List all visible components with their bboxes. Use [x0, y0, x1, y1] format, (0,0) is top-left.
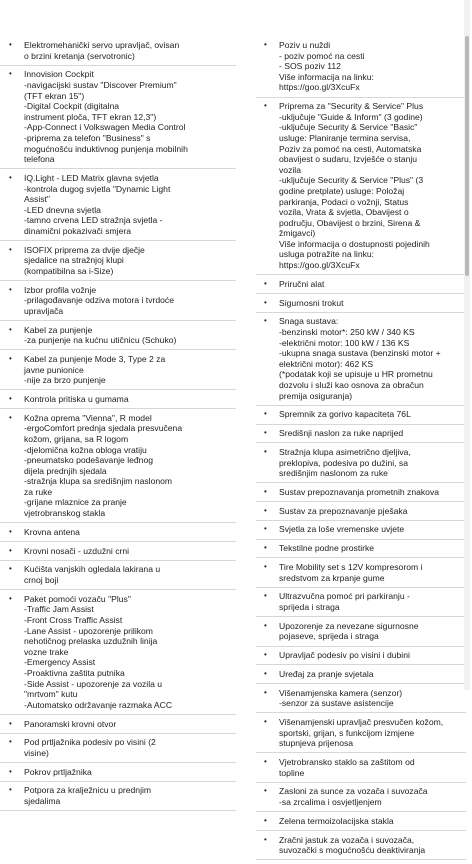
- feature-item: [256, 506, 466, 521]
- feature-detail-line: -LED dnevna svjetla: [24, 204, 101, 215]
- feature-detail-line: stupnjeva prijenosa: [279, 738, 354, 749]
- bullet-icon: •: [264, 620, 267, 630]
- feature-detail-line: vozne trake: [24, 646, 69, 657]
- feature-item: [256, 650, 466, 665]
- feature-title: Upravljač podesiv po visini i dubini: [279, 650, 410, 661]
- bullet-icon: •: [9, 785, 12, 795]
- feature-item: [0, 69, 236, 169]
- feature-detail-line: -za punjenje na kućnu utičnicu (Schuko): [24, 335, 177, 346]
- feature-detail-line: -pneumatsko podešavanje leđnog: [24, 455, 153, 466]
- feature-detail-line: premija osiguranja): [279, 390, 353, 401]
- feature-detail-line: o brzini kretanja (servotronic): [24, 50, 135, 61]
- feature-title: Kožna oprema "Vienna", R model: [24, 412, 152, 423]
- feature-item: [256, 101, 466, 275]
- feature-detail-line: dozvolu i služi kao osnova za obračun: [279, 379, 424, 390]
- bullet-icon: •: [9, 172, 12, 182]
- feature-detail-line: vjetrobranskog stakla: [24, 508, 106, 519]
- bullet-icon: •: [9, 393, 12, 403]
- feature-title: Uređaj za pranje svjetala: [279, 668, 374, 679]
- feature-detail-line: -tamno crvena LED stražnja svjetla -: [24, 215, 163, 226]
- bullet-icon: •: [9, 244, 12, 254]
- feature-title: Kabel za punjenje Mode 3, Type 2 za: [24, 353, 166, 364]
- feature-detail-line: -benzinski motor*: 250 kW / 340 KS: [279, 327, 415, 337]
- feature-detail-line: upravljača: [24, 305, 64, 316]
- feature-item: [256, 298, 466, 313]
- feature-detail-line: javne punionice: [24, 364, 84, 375]
- bullet-icon: •: [264, 815, 267, 825]
- feature-title: Sigurnosni trokut: [279, 297, 344, 308]
- feature-item: [256, 786, 466, 812]
- bullet-icon: •: [264, 40, 267, 49]
- bullet-icon: •: [264, 650, 267, 660]
- feature-title: Vjetrobransko staklo sa zaštitom od: [279, 757, 415, 768]
- feature-detail-line: -Digital Cockpit (digitalna: [24, 101, 120, 112]
- feature-title: Poziv u nuždi: [279, 40, 331, 50]
- feature-title: Innovision Cockpit: [24, 69, 94, 80]
- feature-item: [256, 621, 466, 647]
- feature-detail-line: "mrtvom" kutu: [24, 689, 78, 700]
- feature-detail-line: -senzor za sustave asistencije: [279, 698, 394, 709]
- bullet-icon: •: [264, 524, 267, 534]
- bullet-icon: •: [264, 757, 267, 767]
- feature-detail-line: električni motor): 462 KS: [279, 358, 374, 369]
- feature-detail-line: mogućnošću induktivnog punjenja mobilnih: [24, 143, 188, 154]
- left-feature-column: [0, 40, 236, 815]
- feature-detail-line: dijela prednjih sjedala: [24, 465, 107, 476]
- feature-title: Elektromehanički servo upravljač, ovisan: [24, 40, 180, 50]
- feature-item: [256, 757, 466, 783]
- bullet-icon: •: [9, 353, 12, 363]
- bullet-icon: •: [264, 717, 267, 727]
- bullet-icon: •: [264, 834, 267, 844]
- feature-detail-line: Poziv za pomoć na cesti, Automatska: [279, 143, 422, 154]
- feature-title: Izbor profila vožnje: [24, 284, 97, 295]
- feature-detail-line: topline: [279, 767, 305, 778]
- feature-detail-line: -stražnja klupa sa središnjim naslonom: [24, 476, 173, 487]
- feature-title: Panoramski krovni otvor: [24, 718, 117, 729]
- feature-detail-line: https://goo.gl/3XcuFx: [279, 260, 360, 271]
- bullet-icon: •: [9, 324, 12, 334]
- bullet-icon: •: [264, 316, 267, 326]
- feature-title: Pokrov prtljažnika: [24, 766, 92, 777]
- feature-detail-line: žmigavci): [279, 228, 316, 239]
- feature-detail-line: vozila, Vrata & svjetla, Obavijest o: [279, 207, 409, 218]
- feature-detail-line: -Traffic Jam Assist: [24, 604, 94, 615]
- feature-item: [256, 835, 466, 861]
- feature-item: [0, 767, 236, 782]
- feature-title: Zelena termoizolacijska stakla: [279, 815, 394, 826]
- feature-item: [256, 543, 466, 558]
- feature-item: [256, 591, 466, 617]
- feature-title: Paket pomoći vozaču "Plus": [24, 593, 131, 604]
- bullet-icon: •: [264, 505, 267, 515]
- feature-item: [0, 40, 236, 66]
- feature-title: Višenamjenska kamera (senzor): [279, 687, 403, 698]
- feature-detail-line: -Proaktivna zaštita putnika: [24, 667, 125, 678]
- bullet-icon: •: [9, 526, 12, 536]
- feature-detail-line: -uključuje "Guide & Inform" (3 godine): [279, 111, 423, 122]
- bullet-icon: •: [9, 40, 12, 49]
- feature-detail-line: dinamični pokazivači smjera: [24, 225, 131, 236]
- feature-title: Središnji naslon za ruke naprijed: [279, 428, 404, 439]
- feature-detail-line: https://goo.gl/3XcuFx: [279, 82, 360, 93]
- bullet-icon: •: [9, 69, 12, 79]
- feature-item: [256, 428, 466, 443]
- feature-title: Upozorenje za nevezane sigurnosne: [279, 620, 419, 631]
- feature-detail-line: -ergoComfort prednja sjedala presvučena: [24, 423, 183, 434]
- feature-detail-line: obavijest o sudaru, Izvješće o stanju: [279, 154, 418, 165]
- feature-title: Stražnja klupa asimetrično djeljiva,: [279, 446, 411, 457]
- feature-item: [0, 737, 236, 763]
- feature-detail-line: - poziv pomoć na cesti: [279, 50, 365, 61]
- feature-title: Krovna antena: [24, 526, 80, 537]
- right-feature-column: [256, 40, 466, 864]
- feature-item: [0, 564, 236, 590]
- feature-title: IQ.Light - LED Matrix glavna svjetla: [24, 172, 159, 183]
- feature-title: Kabel za punjenje: [24, 324, 93, 335]
- feature-detail-line: -kontrola dugog svjetla "Dynamic Light: [24, 183, 171, 194]
- feature-title: Zasloni za sunce za vozača i suvozača: [279, 786, 428, 797]
- feature-item: [0, 719, 236, 734]
- feature-detail-line: (kompatibilna sa i-Size): [24, 265, 114, 276]
- feature-detail-line: preklopiva, podesiva po dužini, sa: [279, 457, 408, 468]
- bullet-icon: •: [264, 687, 267, 697]
- feature-title: Tekstilne podne prostirke: [279, 543, 375, 554]
- feature-title: Potpora za kralježnicu u prednjim: [24, 785, 152, 796]
- bullet-icon: •: [9, 593, 12, 603]
- feature-detail-line: (TFT ekran 15"): [24, 90, 85, 101]
- feature-title: Svjetla za loše vremenske uvjete: [279, 524, 405, 535]
- feature-detail-line: Više informacija o dostupnosti pojedinih: [279, 238, 430, 249]
- feature-detail-line: -navigacijski sustav "Discover Premium": [24, 79, 177, 90]
- feature-title: Višenamjenski upravljač presvučen kožom,: [279, 717, 444, 728]
- bullet-icon: •: [9, 284, 12, 294]
- feature-detail-line: parkiranja, Podaci o vožnji, Status: [279, 196, 409, 207]
- bullet-icon: •: [264, 543, 267, 553]
- feature-title: Priručni alat: [279, 278, 325, 289]
- feature-title: Priprema za "Security & Service" Plus: [279, 101, 424, 112]
- feature-item: [0, 527, 236, 542]
- feature-item: [0, 594, 236, 715]
- feature-item: [0, 785, 236, 811]
- feature-detail-line: pojaseve, sprijeda i straga: [279, 631, 379, 642]
- feature-detail-line: (*podatak koji se upisuje u HR prometnu: [279, 369, 433, 380]
- feature-detail-line: -ukupna snaga sustava (benzinski motor +: [279, 348, 441, 359]
- feature-item: [0, 285, 236, 321]
- feature-title: ISOFIX priprema za dvije dječje: [24, 244, 145, 255]
- feature-item: [256, 688, 466, 714]
- bullet-icon: •: [9, 412, 12, 422]
- feature-detail-line: sjedalice na stražnjoj klupi: [24, 255, 124, 266]
- feature-detail-line: visine): [24, 747, 49, 758]
- feature-title: Ultrazvučna pomoć pri parkiranju -: [279, 591, 410, 602]
- feature-detail-line: sprijeda i straga: [279, 601, 340, 612]
- feature-item: [0, 413, 236, 524]
- feature-item: [0, 325, 236, 351]
- vertical-scrollbar[interactable]: [464, 0, 470, 690]
- feature-title: Spremnik za gorivo kapaciteta 76L: [279, 409, 411, 420]
- feature-title: Sustav prepoznavanja prometnih znakova: [279, 486, 440, 497]
- feature-detail-line: -Lane Assist - upozorenje prilikom: [24, 625, 153, 636]
- bullet-icon: •: [264, 668, 267, 678]
- feature-item: [256, 409, 466, 424]
- feature-item: [256, 40, 466, 98]
- feature-item: [256, 562, 466, 588]
- bullet-icon: •: [264, 591, 267, 601]
- bullet-icon: •: [264, 428, 267, 438]
- feature-item: [256, 669, 466, 684]
- feature-detail-line: instrument ploča, TFT ekran 12,3"): [24, 111, 157, 122]
- bullet-icon: •: [264, 786, 267, 796]
- feature-detail-line: -priprema za telefon "Business" s: [24, 132, 151, 143]
- feature-item: [0, 173, 236, 241]
- feature-title: Tire Mobility set s 12V kompresorom i: [279, 562, 423, 572]
- feature-detail-line: -električni motor: 100 kW / 136 KS: [279, 337, 410, 348]
- feature-title: Snaga sustava:: [279, 316, 339, 327]
- feature-item: [256, 524, 466, 539]
- feature-detail-line: nehotičnog prelaska uzdužnih linija: [24, 636, 158, 647]
- bullet-icon: •: [9, 766, 12, 776]
- feature-item: [0, 354, 236, 390]
- feature-item: [256, 447, 466, 483]
- bullet-icon: •: [264, 297, 267, 307]
- feature-detail-line: -Automatsko održavanje razmaka ACC: [24, 699, 173, 710]
- feature-detail-line: -App-Connect i Volkswagen Media Control: [24, 122, 186, 133]
- feature-detail-line: usluga potražite na linku:: [279, 249, 375, 260]
- bullet-icon: •: [264, 409, 267, 419]
- feature-detail-line: -sa zrcalima i osvjetljenjem: [279, 797, 382, 807]
- feature-detail-line: -djelomična kožna obloga vratiju: [24, 444, 147, 455]
- feature-item: [256, 279, 466, 294]
- feature-detail-line: -Front Cross Traffic Assist: [24, 614, 123, 625]
- feature-title: Krovni nosači - uzdužni crni: [24, 545, 130, 556]
- feature-item: [256, 316, 466, 405]
- feature-item: [0, 245, 236, 281]
- feature-detail-line: za ruke: [24, 486, 53, 497]
- feature-detail-line: -grijane mlaznice za pranje: [24, 497, 127, 508]
- feature-title: Pod prtljažnika podesiv po visini (2: [24, 737, 156, 748]
- feature-detail-line: središnjim naslonom za ruke: [279, 468, 388, 479]
- feature-detail-line: Više informacija na linku:: [279, 71, 374, 82]
- feature-detail-line: suvozački s mogućnošću deaktiviranja: [279, 845, 426, 856]
- feature-item: [256, 487, 466, 502]
- feature-detail-line: sjedalima: [24, 796, 61, 807]
- feature-detail-line: -Side Assist - upozorenje za vozila u: [24, 678, 163, 689]
- bullet-icon: •: [9, 564, 12, 574]
- feature-detail-line: -prilagođavanje odziva motora i tvrdoće: [24, 295, 174, 306]
- right-feature-list: [256, 40, 466, 860]
- feature-title: Kontrola pritiska u gumama: [24, 393, 129, 404]
- feature-detail-line: sredstvom za krpanje gume: [279, 572, 385, 583]
- bullet-icon: •: [9, 545, 12, 555]
- feature-detail-line: crnoj boji: [24, 575, 59, 585]
- feature-detail-line: - SOS poziv 112: [279, 61, 341, 72]
- bullet-icon: •: [264, 562, 267, 571]
- feature-detail-line: -nije za brzo punjenje: [24, 375, 106, 386]
- feature-detail-line: telefona: [24, 154, 55, 165]
- bullet-icon: •: [264, 278, 267, 288]
- scrollbar-thumb[interactable]: [465, 36, 469, 276]
- feature-detail-line: kožom, grijana, sa R logom: [24, 433, 129, 444]
- feature-title: Zračni jastuk za vozača i suvozača,: [279, 834, 415, 845]
- feature-item: [256, 717, 466, 753]
- feature-title: Sustav za prepoznavanje pješaka: [279, 505, 408, 516]
- feature-detail-line: sportski, grijan, s funkcijom izmjene: [279, 727, 415, 738]
- bullet-icon: •: [9, 718, 12, 728]
- feature-detail-line: -uključuje Security & Service "Plus" (3: [279, 175, 424, 186]
- bullet-icon: •: [9, 737, 12, 747]
- left-feature-list: [0, 40, 236, 811]
- feature-detail-line: području, Obavijest o brzini, Sirena &: [279, 217, 421, 228]
- feature-item: [0, 546, 236, 561]
- feature-detail-line: usluge: Planiranje termina servisa,: [279, 132, 411, 143]
- bullet-icon: •: [264, 486, 267, 496]
- feature-detail-line: godine pretplate) usluge: Položaj: [279, 185, 405, 196]
- feature-item: [0, 394, 236, 409]
- feature-item: [256, 816, 466, 831]
- feature-detail-line: vozila: [279, 164, 301, 175]
- feature-detail-line: Assist": [24, 194, 50, 205]
- feature-detail-line: -Emergency Assist: [24, 657, 96, 668]
- bullet-icon: •: [264, 101, 267, 111]
- feature-title: Kućišta vanjskih ogledala lakirana u: [24, 564, 161, 575]
- feature-detail-line: -uključuje Security & Service "Basic": [279, 122, 418, 133]
- bullet-icon: •: [264, 446, 267, 456]
